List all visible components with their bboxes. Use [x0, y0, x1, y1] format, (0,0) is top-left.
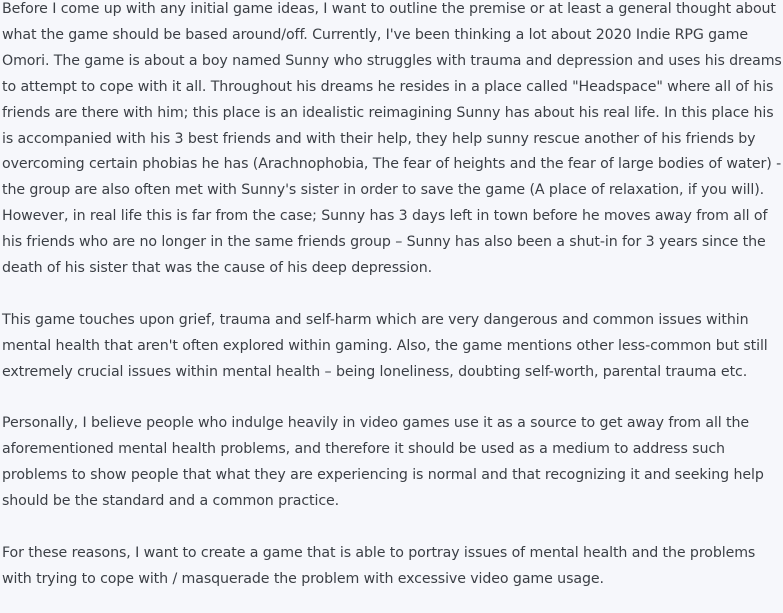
paragraph-personal-view: Personally, I believe people who indulge heavily in video games use it as a source to get away from all the aforementioned mental health problems, and therefore it should be used as a medium to address such problems to show people that what they are experiencing is normal and that recognizing it and seeking help should be the standard and a common practice.: [2, 415, 764, 510]
paragraph-mental-health-topics: This game touches upon grief, trauma and self-harm which are very dangerous and common issues within mental health that aren't often explored within gaming. Also, the game mentions other less-common but still extremely crucial issues within mental health – being loneliness, doubting self-worth, parental trauma etc.: [2, 311, 768, 380]
paragraph-premise: Before I come up with any initial game ideas, I want to outline the premise or at least a general thought about what the game should be based around/off. Currently, I've been thinking a lot about 2020 Indie RPG game Omori. The game is about a boy named Sunny who struggles with trauma and depression and uses his dreams to attempt to cope with it all. Throughout his dreams he resides in a place called "Headspace" where all of his friends are there with him; this place is an idealistic reimagining Sunny has about his real life. In this place his is accompanied with his 3 best friends and with their help, they help sunny rescue another of his friends by overcoming certain phobias he has (Arachnophobia, The fear of heights and the fear of large bodies of water) - the group are also often met with Sunny's sister in order to save the game (A place of relaxation, if you will). However, in real life this is far from the case; Sunny has 3 days left in town before he moves away from all of his friends who are no longer in the same friends group – Sunny has also been a shut-in for 3 years since the death of his sister that was the cause of his deep depression.: [2, 1, 782, 277]
paragraph-conclusion: For these reasons, I want to create a game that is able to portray issues of mental health and the problems with trying to cope with / masquerade the problem with excessive video game usage.: [2, 544, 756, 587]
